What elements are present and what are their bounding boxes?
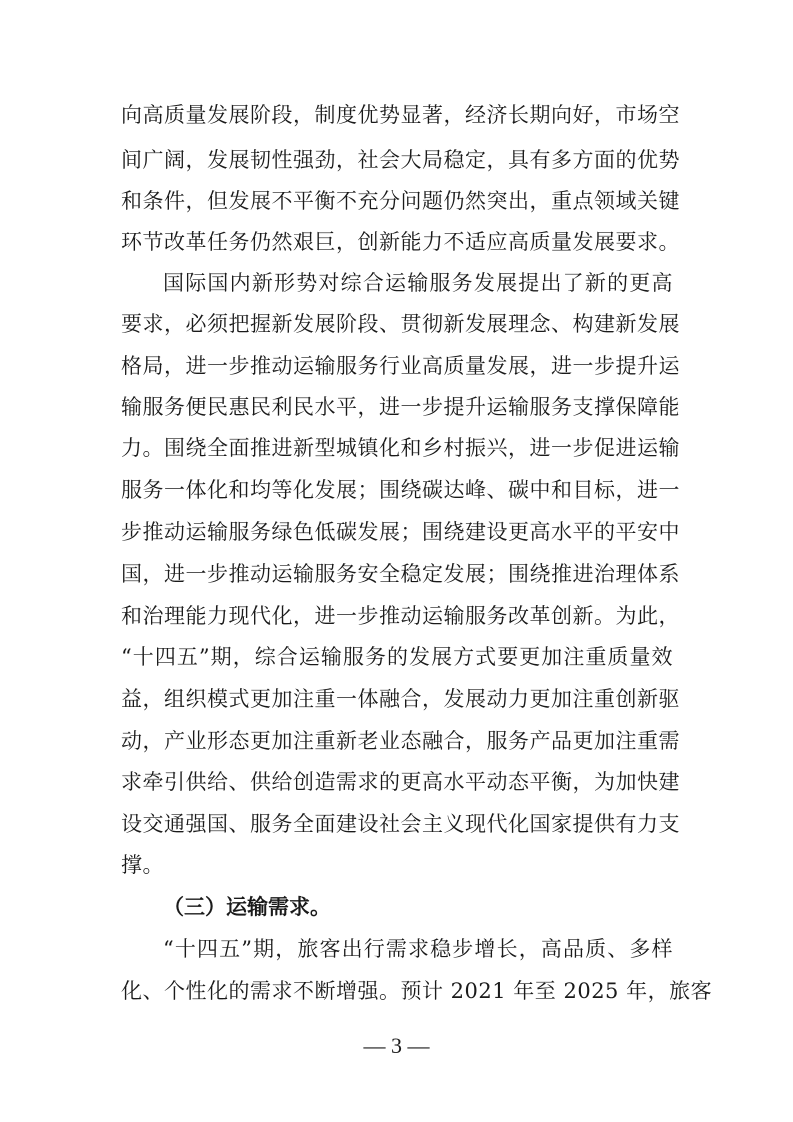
paragraph-2-line-2: 要求，必须把握新发展阶段、贯彻新发展理念、构建新发展 — [121, 312, 680, 336]
paragraph-1-line-2: 间广阔，发展韧性强劲，社会大局稳定，具有多方面的优势 — [121, 148, 680, 172]
paragraph-1-line-4: 环节改革任务仍然艰巨，创新能力不适应高质量发展要求。 — [121, 230, 680, 254]
paragraph-2-line-5: 力。围绕全面推进新型城镇化和乡村振兴，进一步促进运输 — [121, 436, 680, 460]
paragraph-1-line-3: 和条件，但发展不平衡不充分问题仍然突出，重点领域关键 — [121, 189, 680, 213]
paragraph-2-line-9: 和治理能力现代化，进一步推动运输服务改革创新。为此， — [121, 604, 680, 628]
paragraph-3-line-1: “十四五”期，旅客出行需求稳步增长，高品质、多样 — [163, 937, 673, 961]
paragraph-2-line-8: 国，进一步推动运输服务安全稳定发展；围绕推进治理体系 — [121, 562, 680, 586]
paragraph-2-line-3: 格局，进一步推动运输服务行业高质量发展，进一步提升运 — [121, 354, 680, 378]
paragraph-2-line-10: “十四五”期，综合运输服务的发展方式要更加注重质量效 — [121, 645, 673, 669]
paragraph-2-line-15: 撑。 — [121, 853, 164, 877]
paragraph-1-line-1: 向高质量发展阶段，制度优势显著，经济长期向好，市场空 — [121, 103, 680, 127]
paragraph-2-line-13: 求牵引供给、供给创造需求的更高水平动态平衡，为加快建 — [121, 770, 680, 794]
paragraph-2-line-1: 国际国内新形势对综合运输服务发展提出了新的更高 — [163, 271, 673, 295]
page-number: — 3 — — [363, 1033, 430, 1058]
paragraph-2-line-12: 动，产业形态更加注重新老业态融合，服务产品更加注重需 — [121, 729, 680, 753]
paragraph-2-line-11: 益，组织模式更加注重一体融合，发展动力更加注重创新驱 — [121, 687, 680, 711]
paragraph-2-line-6: 服务一体化和均等化发展；围绕碳达峰、碳中和目标，进一 — [121, 478, 680, 502]
paragraph-2-line-14: 设交通强国、服务全面建设社会主义现代化国家提供有力支 — [121, 812, 680, 836]
paragraph-2-line-7: 步推动运输服务绿色低碳发展；围绕建设更高水平的平安中 — [121, 520, 680, 544]
paragraph-2-line-4: 输服务便民惠民利民水平，进一步提升运输服务支撑保障能 — [121, 395, 680, 419]
section-heading: （三）运输需求。 — [163, 895, 331, 919]
paragraph-3-line-2: 化、个性化的需求不断增强。预计 2021 年至 2025 年，旅客 — [121, 979, 713, 1003]
